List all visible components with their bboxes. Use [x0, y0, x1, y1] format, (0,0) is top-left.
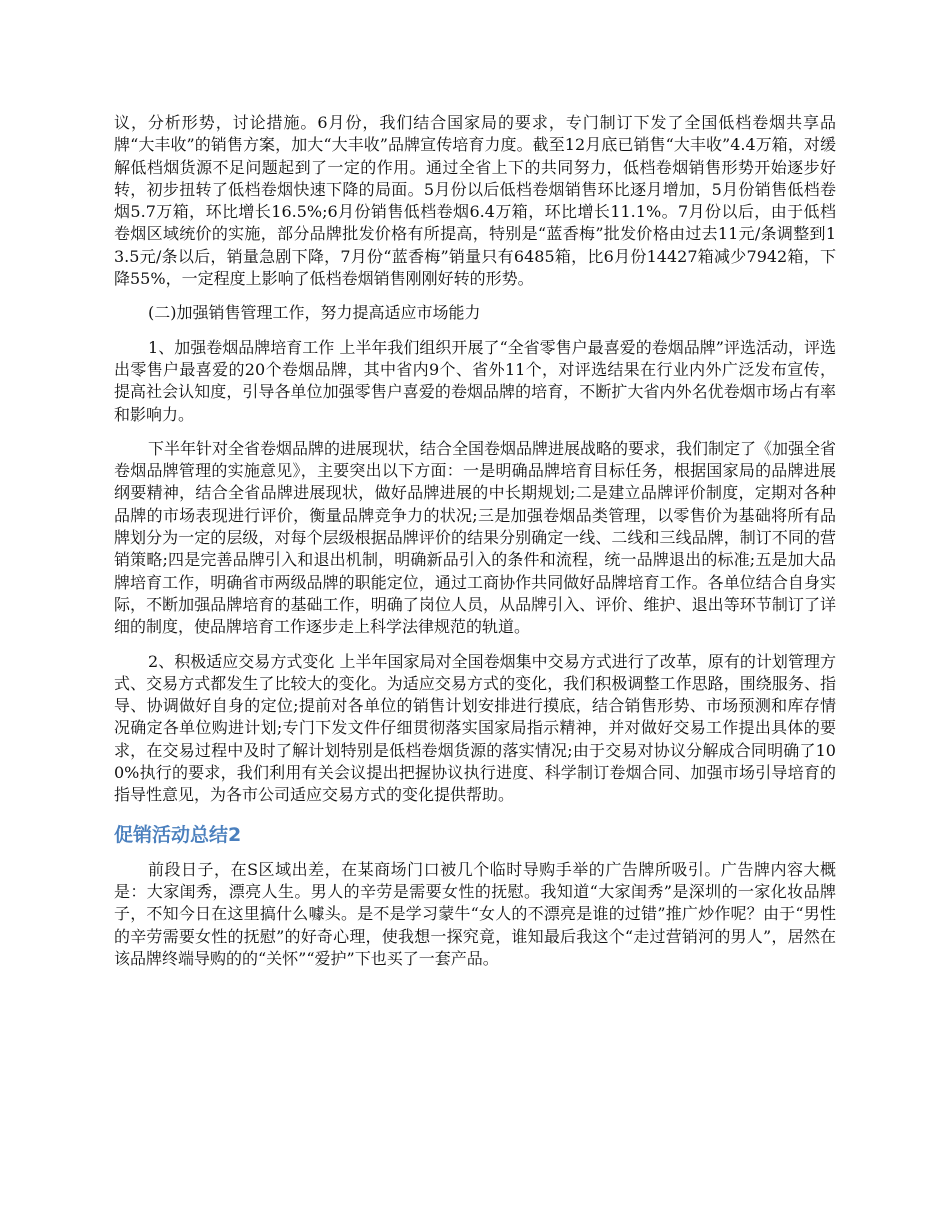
paragraph-continued: 议，分析形势，讨论措施。6月份，我们结合国家局的要求，专门制订下发了全国低档卷烟共享品牌“大丰收”的销售方案，加大“大丰收”品牌宣传培育力度。截至12月底已销售“大丰收”4.4万箱，对缓解低档烟货源不足问题起到了一定的作用。通过全省上下的共同努力，低档卷烟销售形势开始逐步好转，初步扭转了低档卷烟快速下降的局面。5月份以后低档卷烟销售环比逐月增加，5月份销售低档卷烟5.7万箱，环比增长16.5%;6月份销售低档卷烟6.4万箱，环比增长11.1%。7月份以后，由于低档卷烟区域统价的实施，部分品牌批发价格有所提高，特别是“蓝香梅”批发价格由过去11元/条调整到13.5元/条以后，销量急剧下降，7月份“蓝香梅”销量只有6485箱，比6月份14427箱减少7942箱，下降55%，一定程度上影响了低档卷烟销售刚刚好转的形势。	[114, 113, 836, 289]
document-page	[114, 112, 836, 982]
paragraph-trade-method: 2、积极适应交易方式变化 上半年国家局对全国卷烟集中交易方式进行了改革，原有的计划管理方式、交易方式都发生了比较大的变化。为适应交易方式的变化，我们积极调整工作思路，围绕服务、指导、协调做好自身的定位;提前对各单位的销售计划安排进行摸底，结合销售形势、市场预测和库存情况确定各单位购进计划;专门下发文件仔细贯彻落实国家局指示精神，并对做好交易工作提出具体的要求，在交易过程中及时了解计划特别是低档卷烟货源的落实情况;由于交易对协议分解成合同明确了100%执行的要求，我们利用有关会议提出把握协议执行进度、科学制订卷烟合同、加强市场引导培育的指导性意见，为各市公司适应交易方式的变化提供帮助。	[114, 651, 836, 805]
paragraph-brand-cultivation: 1、加强卷烟品牌培育工作 上半年我们组织开展了“全省零售户最喜爱的卷烟品牌”评选活动，评选出零售户最喜爱的20个卷烟品牌，其中省内9个、省外11个，对评选结果在行业内外广泛发布宣传，提高社会认知度，引导各单位加强零售户喜爱的卷烟品牌的培育，不断扩大省内外名优卷烟市场占有率和影响力。	[114, 337, 836, 424]
subheading-sales-management: (二)加强销售管理工作，努力提高适应市场能力	[148, 303, 481, 323]
section-heading: 促销活动总结2	[114, 823, 242, 846]
paragraph-brand-management: 下半年针对全省卷烟品牌的进展现状，结合全国卷烟品牌进展战略的要求，我们制定了《加强全省卷烟品牌管理的实施意见》，主要突出以下方面：一是明确品牌培育目标任务，根据国家局的品牌进展纲要精神，结合全省品牌进展现状，做好品牌进展的中长期规划;二是建立品牌评价制度，定期对各种品牌的市场表现进行评价，衡量品牌竞争力的状况;三是加强卷烟品类管理，以零售价为基础将所有品牌划分为一定的层级，对每个层级根据品牌评价的结果分别确定一线、二线和三线品牌，制订不同的营销策略;四是完善品牌引入和退出机制，明确新品引入的条件和流程，统一品牌退出的标准;五是加大品牌培育工作，明确省市两级品牌的职能定位，通过工商协作共同做好品牌培育工作。各单位结合自身实际，不断加强品牌培育的基础工作，明确了岗位人员，从品牌引入、评价、维护、退出等环节制订了详细的制度，使品牌培育工作逐步走上科学法律规范的轨道。	[114, 438, 837, 637]
paragraph-promotion: 前段日子，在S区域出差，在某商场门口被几个临时导购手举的广告牌所吸引。广告牌内容大概是：大家闺秀，漂亮人生。男人的辛劳是需要女性的抚慰。我知道“大家闺秀”是深圳的一家化妆品牌子，不知今日在这里搞什么噱头。是不是学习蒙牛“女人的不漂亮是谁的过错”推广炒作呢？由于“男性的辛劳需要女性的抚慰”的好奇心理，使我想一探究竟，谁知最后我这个“走过营销河的男人”，居然在该品牌终端导购的的“关怀”“爱护”下也买了一套产品。	[114, 859, 836, 968]
